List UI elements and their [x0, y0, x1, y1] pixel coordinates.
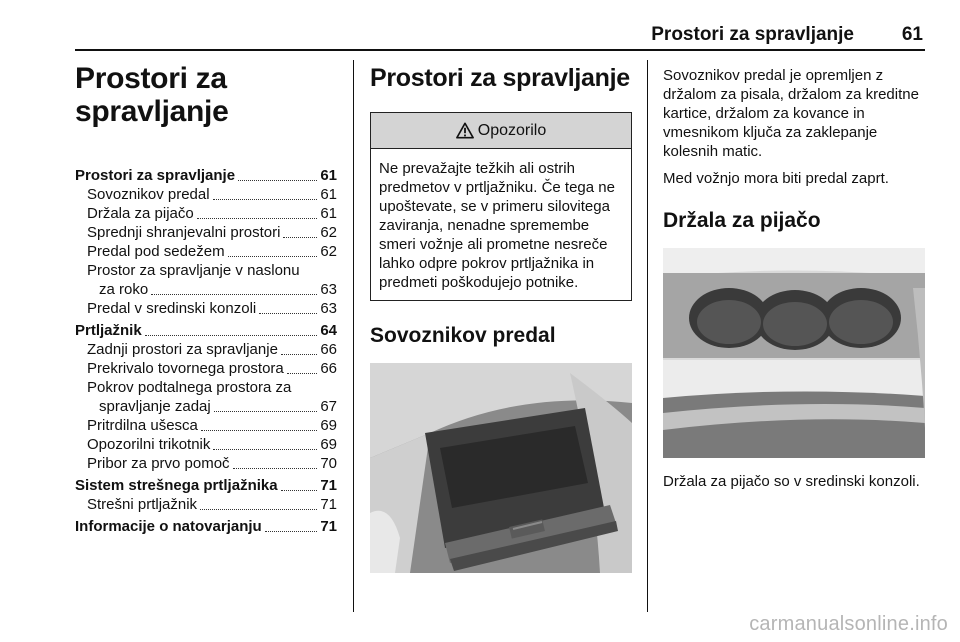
toc-entry[interactable] — [75, 517, 337, 536]
toc-entry[interactable] — [75, 476, 337, 495]
warning-triangle-icon — [456, 122, 474, 139]
toc-page: 61 — [320, 205, 337, 222]
toc-label: za roko — [99, 281, 149, 298]
watermark: carmanualsonline.info — [749, 613, 948, 635]
toc-leader — [145, 335, 318, 336]
toc-page: 66 — [320, 341, 337, 358]
toc-entry[interactable] — [75, 454, 337, 473]
toc-label: Pokrov podtalnega prostora za — [87, 379, 292, 396]
toc-page: 61 — [320, 186, 337, 203]
section-title: Prostori za spravljanje — [370, 64, 630, 92]
toc-leader — [281, 490, 318, 491]
chapter-title-line-1: Prostori za — [75, 62, 227, 95]
toc-page: 66 — [320, 360, 337, 377]
toc-entry[interactable] — [75, 242, 337, 261]
toc-label: Pritrdilna ušesca — [87, 417, 198, 434]
storage-intro-column — [370, 62, 632, 573]
toc-entry[interactable] — [75, 261, 337, 280]
toc-page: 69 — [320, 417, 337, 434]
toc-entry[interactable] — [75, 378, 337, 397]
warning-heading — [371, 113, 631, 149]
toc-page: 71 — [320, 518, 337, 535]
toc-page: 71 — [320, 477, 337, 494]
toc-leader — [201, 430, 317, 431]
toc-label: Držala za pijačo — [87, 205, 194, 222]
details-column — [663, 66, 927, 491]
toc-leader — [265, 531, 318, 532]
toc-entry[interactable] — [75, 321, 337, 340]
toc-entry[interactable] — [75, 166, 337, 185]
warning-heading-text: Opozorilo — [477, 121, 547, 139]
toc-label: Informacije o natovarjanju — [75, 518, 262, 535]
toc-page: 69 — [320, 436, 337, 453]
toc-leader — [283, 237, 317, 238]
column-divider-right — [647, 60, 648, 612]
column-divider-left — [353, 60, 354, 612]
toc-label: spravljanje zadaj — [99, 398, 211, 415]
toc-entry[interactable] — [75, 185, 337, 204]
toc-entry[interactable] — [75, 435, 337, 454]
toc-page: 61 — [320, 167, 337, 184]
toc-entry[interactable] — [75, 359, 337, 378]
toc-leader — [259, 313, 317, 314]
warning-box — [370, 112, 632, 301]
toc-label: Opozorilni trikotnik — [87, 436, 211, 453]
chapter-contents-column — [75, 62, 337, 536]
toc-label: Strešni prtljažnik — [87, 496, 198, 513]
cupholders-photo — [663, 248, 925, 458]
toc-leader — [151, 294, 317, 295]
table-of-contents — [75, 166, 337, 536]
toc-label: Prekrivalo tovornega prostora — [87, 360, 284, 377]
toc-page: 71 — [320, 496, 337, 513]
page-number: 61 — [901, 24, 923, 45]
toc-entry[interactable] — [75, 223, 337, 242]
running-title: Prostori za spravljanje — [651, 24, 854, 45]
cupholders-caption: Držala za pijačo so v sredinski konzoli. — [663, 473, 920, 490]
glovebox-photo — [370, 363, 632, 573]
toc-page: 62 — [320, 224, 337, 241]
toc-entry-continued[interactable] — [75, 397, 337, 416]
glovebox-note: Med vožnjo mora biti predal zaprt. — [663, 170, 889, 187]
toc-label: Prostori za spravljanje — [75, 167, 236, 184]
toc-entry[interactable] — [75, 495, 337, 514]
toc-entry[interactable] — [75, 416, 337, 435]
toc-label: Zadnji prostori za spravljanje — [87, 341, 278, 358]
toc-leader — [200, 509, 317, 510]
warning-text: Ne prevažajte težkih ali ostrih predmetov v prtljažniku. Če tega ne upoštevate, se v primeru silovitega zaviranja, nenadne spremembe smeri vožnje ali prometne nesreče lahko odpre pokrov prtljažnika in predmeti poškodujejo potnike. — [379, 160, 615, 291]
toc-leader — [233, 468, 318, 469]
toc-label: Pribor za prvo pomoč — [87, 455, 230, 472]
toc-leader — [287, 373, 318, 374]
toc-page: 62 — [320, 243, 337, 260]
glovebox-title: Sovoznikov predal — [370, 324, 556, 347]
toc-page: 70 — [320, 455, 337, 472]
toc-leader — [197, 218, 318, 219]
toc-page: 64 — [320, 322, 337, 339]
cupholders-title: Držala za pijačo — [663, 209, 821, 232]
toc-leader — [213, 449, 317, 450]
toc-label: Sprednji shranjevalni prostori — [87, 224, 281, 241]
toc-label: Sistem strešnega prtljažnika — [75, 477, 278, 494]
glovebox-description: Sovoznikov predal je opremljen z držalom za pisala, držalom za kreditne kartice, držalom za kovance in vmesnikom ključa za zaklepanje kolesnih matic. — [663, 67, 919, 160]
toc-leader — [281, 354, 317, 355]
chapter-title — [75, 62, 337, 128]
toc-label: Predal pod sedežem — [87, 243, 225, 260]
toc-page: 63 — [320, 300, 337, 317]
toc-entry[interactable] — [75, 299, 337, 318]
toc-leader — [214, 411, 318, 412]
toc-label: Prtljažnik — [75, 322, 142, 339]
toc-entry[interactable] — [75, 204, 337, 223]
toc-entry-continued[interactable] — [75, 280, 337, 299]
header-rule — [75, 49, 925, 51]
toc-leader — [213, 199, 318, 200]
toc-label: Sovoznikov predal — [87, 186, 210, 203]
toc-label: Predal v sredinski konzoli — [87, 300, 257, 317]
toc-leader — [228, 256, 318, 257]
toc-entry[interactable] — [75, 340, 337, 359]
toc-page: 67 — [320, 398, 337, 415]
toc-label: Prostor za spravljanje v naslonu — [87, 262, 300, 279]
toc-leader — [238, 180, 317, 181]
toc-page: 63 — [320, 281, 337, 298]
chapter-title-line-2: spravljanje — [75, 95, 229, 128]
